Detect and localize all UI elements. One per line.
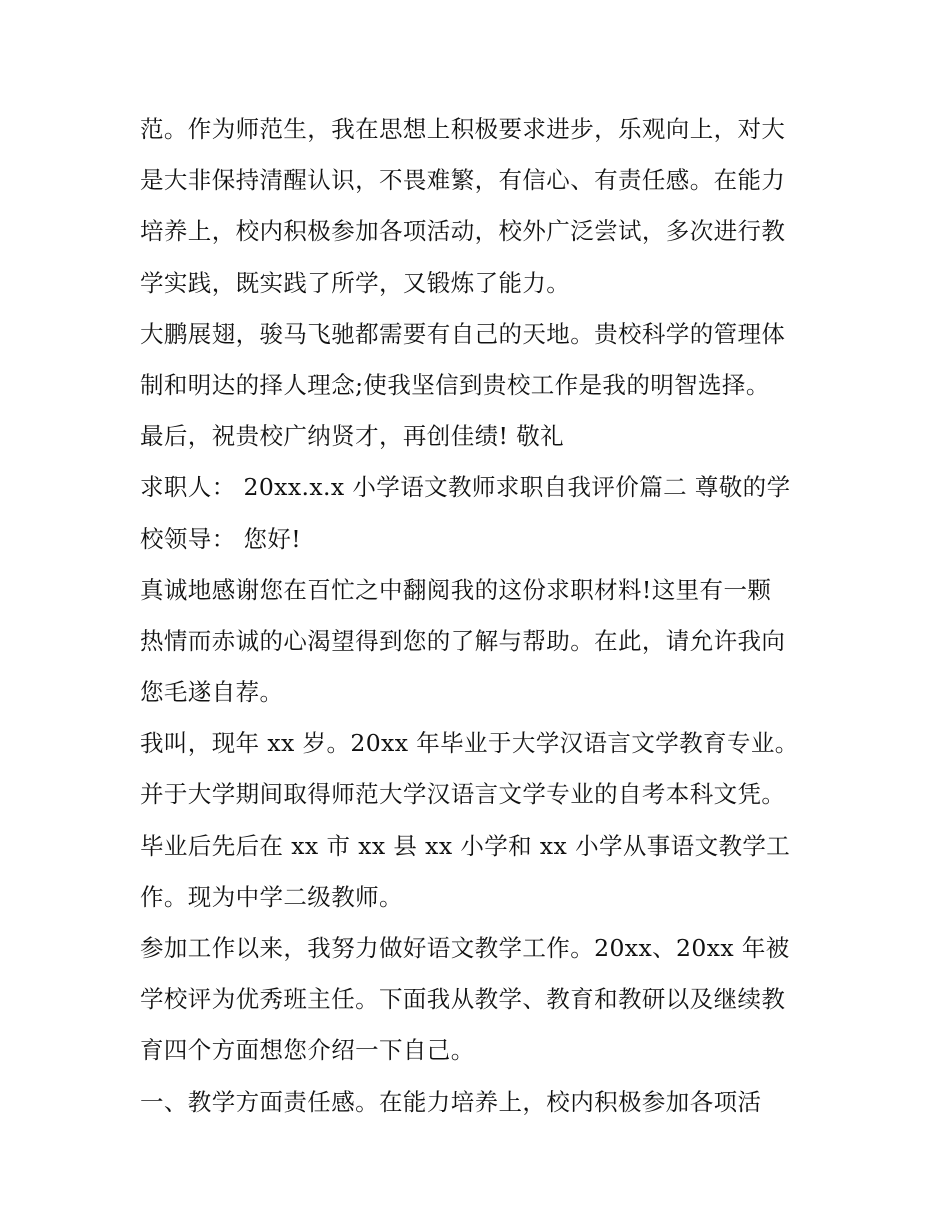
text-line: 您毛遂自荐。 — [140, 678, 284, 707]
document-body — [140, 104, 840, 1128]
text-line: 范。作为师范生，我在思想上积极要求进步，乐观向上，对大 — [140, 115, 786, 143]
text-line: 热情而赤诚的心渴望得到您的了解与帮助。在此，请允许我向 — [140, 626, 786, 655]
text-line: 作。现为中学二级教师。 — [140, 882, 403, 911]
text-line: 最后，祝贵校广纳贤才，再创佳绩! 敬礼 — [140, 422, 565, 451]
text-line: 真诚地感谢您在百忙之中翻阅我的这份求职材料!这里有一颗 — [140, 575, 772, 604]
text-line: 毕业后先后在 xx 市 xx 县 xx 小学和 xx 小学从事语文教学工 — [140, 831, 791, 860]
text-line: 我叫，现年 xx 岁。20xx 年毕业于大学汉语言文学教育专业。 — [140, 729, 799, 758]
text-line: 并于大学期间取得师范大学汉语言文学专业的自考本科文凭。 — [140, 780, 786, 809]
text-line: 参加工作以来，我努力做好语文教学工作。20xx、20xx 年被 — [140, 934, 790, 962]
text-line: 育四个方面想您介绍一下自己。 — [140, 1036, 475, 1065]
text-line: 一、教学方面责任感。在能力培养上，校内积极参加各项活 — [140, 1087, 762, 1116]
text-line: 大鹏展翅，骏马飞驰都需要有自己的天地。贵校科学的管理体 — [140, 319, 786, 348]
text-line: 学校评为优秀班主任。下面我从教学、教育和教研以及继续教 — [140, 985, 786, 1014]
text-line: 校领导： 您好! — [140, 524, 302, 553]
text-line: 制和明达的择人理念;使我坚信到贵校工作是我的明智选择。 — [140, 370, 770, 399]
text-line: 求职人： 20xx.x.x 小学语文教师求职自我评价篇二 尊敬的学 — [140, 473, 791, 502]
text-line: 培养上，校内积极参加各项活动，校外广泛尝试，多次进行教 — [140, 217, 786, 246]
text-line: 学实践，既实践了所学，又锻炼了能力。 — [140, 268, 571, 297]
text-line: 是大非保持清醒认识，不畏难繁，有信心、有责任感。在能力 — [140, 166, 786, 195]
